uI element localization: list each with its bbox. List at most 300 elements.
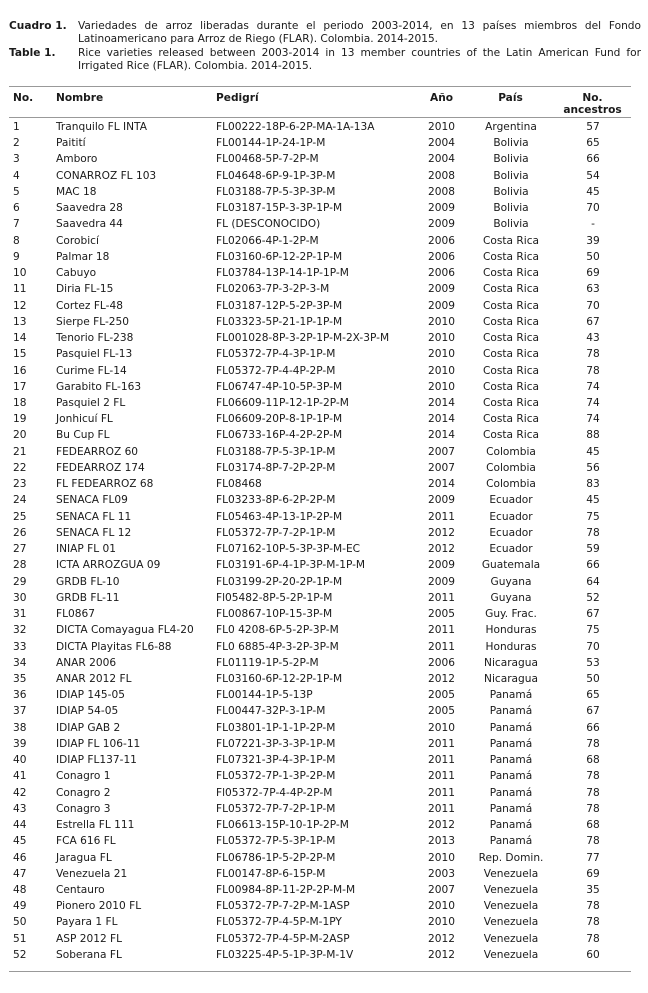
cell-pais: Bolivia [493, 218, 529, 231]
cell-pais: Costa Rica [482, 413, 540, 426]
cell-ancestros: 69 [586, 267, 600, 280]
column-header-ancestros [560, 92, 625, 116]
table-row [0, 265, 648, 281]
cell-pais: Bolivia [493, 153, 529, 166]
cell-pais: Panamá [489, 835, 533, 848]
cell-pedigri: FL05372-7P-4-5P-M-2ASP [216, 932, 350, 945]
cell-ano: 2007 [428, 884, 455, 897]
cell-ancestros: 52 [586, 591, 600, 604]
cell-ano: 2011 [428, 591, 455, 604]
cell-no: 13 [13, 315, 27, 328]
cell-pais: Nicaragua [484, 656, 538, 669]
table-row [0, 866, 648, 882]
cell-pedigri: FL05372-7P-7-2P-M-1ASP [216, 900, 350, 913]
cell-pedigri: FL05372-7P-4-5P-M-1PY [216, 916, 342, 929]
cell-nombre: Corobicí [56, 234, 99, 247]
cell-no: 16 [13, 364, 27, 377]
table-row [0, 476, 648, 492]
cell-no: 2 [13, 137, 20, 150]
cell-ano: 2009 [428, 494, 455, 507]
cell-ano: 2010 [428, 315, 455, 328]
cell-ano: 2012 [428, 932, 455, 945]
cell-pedigri: FL00147-8P-6-15P-M [216, 867, 326, 880]
cell-nombre: GRDB FL-11 [56, 591, 120, 604]
cell-ancestros: 56 [586, 461, 600, 474]
cell-nombre: Conagro 1 [56, 770, 111, 783]
cell-ancestros: 78 [586, 737, 600, 750]
cell-no: 46 [13, 851, 27, 864]
cell-ancestros: 70 [586, 299, 600, 312]
cell-pedigri: FL05372-7P-7-2P-1P-M [216, 802, 336, 815]
cell-nombre: Pasquiel FL-13 [56, 348, 133, 361]
cell-ano: 2013 [428, 835, 455, 848]
table-row [0, 509, 648, 525]
cell-ano: 2005 [428, 608, 455, 621]
cell-nombre: Saavedra 28 [56, 202, 123, 215]
cell-pedigri: FL0 6885-4P-3-2P-3P-M [216, 640, 339, 653]
table-row [0, 168, 648, 184]
cell-pais: Costa Rica [482, 283, 540, 296]
cell-no: 26 [13, 526, 27, 539]
cell-ano: 2010 [428, 121, 455, 133]
cell-pais: Costa Rica [482, 250, 540, 263]
cell-no: 3 [13, 153, 20, 166]
cell-ancestros: 68 [586, 754, 600, 767]
table-row [0, 931, 648, 947]
table-row [0, 606, 648, 622]
cell-ancestros: 78 [586, 916, 600, 929]
table-row [0, 216, 648, 232]
table-top-rule [9, 86, 631, 87]
cell-pais: Honduras [485, 624, 537, 637]
cell-pedigri: FL04648-6P-9-1P-3P-M [216, 169, 336, 182]
cell-no: 9 [13, 250, 20, 263]
cell-nombre: ASP 2012 FL [56, 932, 123, 945]
table-row [0, 346, 648, 362]
column-header-ancestros-line2: ancestros [563, 104, 622, 116]
cell-no: 7 [13, 218, 20, 231]
cell-pais: Costa Rica [482, 429, 540, 442]
cell-pais: Colombia [486, 478, 536, 491]
cell-nombre: Amboro [56, 153, 98, 166]
cell-pais: Ecuador [489, 526, 533, 539]
table-row [0, 833, 648, 849]
cell-ano: 2004 [428, 137, 455, 150]
cell-pais: Venezuela [483, 900, 539, 913]
cell-ancestros: 35 [586, 884, 600, 897]
cell-no: 11 [13, 283, 27, 296]
cell-ancestros: - [591, 218, 595, 231]
cell-ancestros: 66 [586, 153, 600, 166]
cell-nombre: Conagro 2 [56, 786, 111, 799]
table-row [0, 363, 648, 379]
cell-ano: 2011 [428, 640, 455, 653]
cell-ano: 2012 [428, 543, 455, 556]
cell-nombre: IDIAP FL137-11 [56, 754, 137, 767]
cell-ano: 2009 [428, 283, 455, 296]
column-header-ancestros-line1: No. [582, 92, 603, 104]
column-header-nombre: Nombre [56, 92, 104, 104]
cell-pedigri: FL03191-6P-4-1P-3P-M-1P-M [216, 559, 366, 572]
cell-pais: Bolivia [493, 202, 529, 215]
cell-ano: 2007 [428, 461, 455, 474]
cell-ancestros: 45 [586, 445, 600, 458]
cell-nombre: Jonhicuí FL [56, 413, 113, 426]
cell-nombre: IDIAP GAB 2 [56, 721, 121, 734]
cell-pais: Bolivia [493, 185, 529, 198]
cell-ano: 2012 [428, 526, 455, 539]
cell-ano: 2010 [428, 916, 455, 929]
table-row [0, 444, 648, 460]
table-row [0, 492, 648, 508]
cell-ancestros: 60 [586, 948, 600, 961]
cell-nombre: MAC 18 [56, 185, 97, 198]
table-row [0, 898, 648, 914]
table-row [0, 655, 648, 671]
cell-ano: 2014 [428, 478, 455, 491]
cell-no: 1 [13, 121, 20, 133]
table-row [0, 703, 648, 719]
cell-pedigri: FL06613-15P-10-1P-2P-M [216, 819, 349, 832]
cell-nombre: Palmar 18 [56, 250, 110, 263]
cell-pedigri: FL03323-5P-21-1P-1P-M [216, 315, 343, 328]
cell-no: 39 [13, 737, 27, 750]
caption-label: Table 1. [9, 47, 56, 59]
cell-ano: 2010 [428, 332, 455, 345]
cell-nombre: Jaragua FL [56, 851, 112, 864]
cell-pedigri: FL02063-7P-3-2P-3-M [216, 283, 330, 296]
cell-no: 17 [13, 380, 27, 393]
cell-ano: 2010 [428, 364, 455, 377]
cell-pais: Bolivia [493, 169, 529, 182]
cell-pais: Costa Rica [482, 396, 540, 409]
cell-ano: 2005 [428, 689, 455, 702]
cell-nombre: SENACA FL 11 [56, 510, 132, 523]
cell-no: 8 [13, 234, 20, 247]
table-row [0, 590, 648, 606]
cell-no: 25 [13, 510, 27, 523]
cell-nombre: IDIAP 54-05 [56, 705, 119, 718]
cell-nombre: Pionero 2010 FL [56, 900, 142, 913]
cell-nombre: SENACA FL09 [56, 494, 128, 507]
cell-no: 14 [13, 332, 27, 345]
cell-pais: Panamá [489, 689, 533, 702]
cell-no: 12 [13, 299, 27, 312]
cell-ano: 2011 [428, 737, 455, 750]
cell-no: 44 [13, 819, 27, 832]
cell-pais: Venezuela [483, 916, 539, 929]
cell-no: 23 [13, 478, 27, 491]
table-row [0, 914, 648, 930]
cell-ano: 2010 [428, 721, 455, 734]
table-row [0, 281, 648, 297]
cell-no: 33 [13, 640, 27, 653]
cell-pais: Guy. Frac. [485, 608, 537, 621]
cell-pedigri: FL03160-6P-12-2P-1P-M [216, 250, 343, 263]
cell-nombre: FL FEDEARROZ 68 [56, 478, 154, 491]
table-row [0, 200, 648, 216]
cell-ano: 2005 [428, 705, 455, 718]
cell-pais: Ecuador [489, 494, 533, 507]
cell-pais: Panamá [489, 754, 533, 767]
cell-ancestros: 83 [586, 478, 600, 491]
cell-ano: 2011 [428, 802, 455, 815]
cell-pais: Guyana [490, 575, 532, 588]
cell-no: 22 [13, 461, 27, 474]
cell-ancestros: 88 [586, 429, 600, 442]
cell-nombre: GRDB FL-10 [56, 575, 120, 588]
cell-pais: Costa Rica [482, 267, 540, 280]
cell-no: 52 [13, 948, 27, 961]
cell-ano: 2011 [428, 786, 455, 799]
table-body [0, 119, 648, 963]
column-header-ano: Año [430, 92, 454, 104]
cell-ancestros: 78 [586, 835, 600, 848]
cell-pedigri: FL06747-4P-10-5P-3P-M [216, 380, 343, 393]
cell-ano: 2008 [428, 185, 455, 198]
cell-no: 6 [13, 202, 20, 215]
cell-ancestros: 75 [586, 624, 600, 637]
cell-nombre: IDIAP 145-05 [56, 689, 125, 702]
cell-ancestros: 67 [586, 705, 600, 718]
cell-nombre: FCA 616 FL [56, 835, 116, 848]
cell-nombre: Paitití [56, 137, 86, 150]
cell-ancestros: 74 [586, 396, 600, 409]
table-row [0, 460, 648, 476]
table-header-rule [9, 117, 631, 118]
cell-ancestros: 78 [586, 770, 600, 783]
cell-nombre: FEDEARROZ 60 [56, 445, 139, 458]
cell-ano: 2006 [428, 656, 455, 669]
cell-ano: 2011 [428, 624, 455, 637]
cell-pais: Rep. Domin. [478, 851, 544, 864]
cell-ano: 2009 [428, 559, 455, 572]
cell-pedigri: FL07221-3P-3-3P-1P-M [216, 737, 336, 750]
table-row [0, 720, 648, 736]
cell-ano: 2011 [428, 754, 455, 767]
cell-ano: 2012 [428, 819, 455, 832]
cell-pais: Venezuela [483, 867, 539, 880]
table-row [0, 882, 648, 898]
cell-no: 21 [13, 445, 27, 458]
cell-pedigri: FL0 4208-6P-5-2P-3P-M [216, 624, 339, 637]
table-row [0, 947, 648, 963]
cell-ancestros: 45 [586, 494, 600, 507]
cell-ancestros: 74 [586, 413, 600, 426]
cell-pais: Panamá [489, 721, 533, 734]
cell-no: 20 [13, 429, 27, 442]
cell-ano: 2010 [428, 348, 455, 361]
cell-nombre: Soberana FL [56, 948, 122, 961]
cell-pais: Colombia [486, 445, 536, 458]
cell-pais: Costa Rica [482, 332, 540, 345]
cell-pais: Panamá [489, 802, 533, 815]
cell-ano: 2009 [428, 299, 455, 312]
cell-pedigri: FL00867-10P-15-3P-M [216, 608, 333, 621]
cell-pedigri: FL06609-20P-8-1P-1P-M [216, 413, 343, 426]
table-row [0, 622, 648, 638]
cell-no: 27 [13, 543, 27, 556]
table-row [0, 785, 648, 801]
caption-label: Cuadro 1. [9, 20, 67, 32]
cell-pais: Panamá [489, 819, 533, 832]
cell-pedigri: FL07321-3P-4-3P-1P-M [216, 754, 336, 767]
cell-no: 24 [13, 494, 27, 507]
cell-pedigri: FL02066-4P-1-2P-M [216, 234, 319, 247]
table-row [0, 249, 648, 265]
table-row [0, 541, 648, 557]
table-row [0, 574, 648, 590]
cell-no: 31 [13, 608, 27, 621]
cell-ano: 2009 [428, 575, 455, 588]
cell-no: 32 [13, 624, 27, 637]
cell-no: 50 [13, 916, 27, 929]
table-row [0, 411, 648, 427]
cell-ano: 2010 [428, 380, 455, 393]
cell-pedigri: FL03199-2P-20-2P-1P-M [216, 575, 343, 588]
table-row [0, 687, 648, 703]
cell-nombre: Tranquilo FL INTA [56, 121, 147, 133]
column-header-pedigri: Pedigrí [216, 92, 259, 104]
cell-ancestros: 67 [586, 608, 600, 621]
caption-text: Rice varieties released between 2003-2014 in 13 member countries of the Latin American Fund for Irrigated Rice (FLAR). Colombia. 2014-2015. [78, 47, 641, 72]
table-row [0, 850, 648, 866]
cell-pedigri: FL05463-4P-13-1P-2P-M [216, 510, 343, 523]
cell-no: 42 [13, 786, 27, 799]
table-row [0, 298, 648, 314]
cell-no: 41 [13, 770, 27, 783]
cell-ano: 2012 [428, 948, 455, 961]
cell-ano: 2003 [428, 867, 455, 880]
cell-no: 45 [13, 835, 27, 848]
cell-nombre: Venezuela 21 [56, 867, 128, 880]
cell-ancestros: 66 [586, 559, 600, 572]
cell-pais: Costa Rica [482, 348, 540, 361]
table-row [0, 151, 648, 167]
cell-no: 15 [13, 348, 27, 361]
table-row [0, 525, 648, 541]
cell-ano: 2011 [428, 510, 455, 523]
cell-nombre: Bu Cup FL [56, 429, 110, 442]
caption-text: Variedades de arroz liberadas durante el periodo 2003-2014, en 13 países miembros del Fondo Latinoamericano para Arroz de Riego (FLAR). Colombia. 2014-2015. [78, 20, 641, 45]
cell-ano: 2006 [428, 250, 455, 263]
cell-no: 35 [13, 672, 27, 685]
cell-pais: Panamá [489, 705, 533, 718]
cell-nombre: ICTA ARROZGUA 09 [56, 559, 161, 572]
cell-ancestros: 68 [586, 819, 600, 832]
cell-no: 30 [13, 591, 27, 604]
cell-ano: 2006 [428, 267, 455, 280]
cell-ancestros: 70 [586, 202, 600, 215]
table-row [0, 557, 648, 573]
table-row [0, 752, 648, 768]
cell-nombre: Estrella FL 111 [56, 819, 135, 832]
cell-nombre: ANAR 2006 [56, 656, 117, 669]
table-row [0, 427, 648, 443]
cell-ancestros: 64 [586, 575, 600, 588]
cell-no: 51 [13, 932, 27, 945]
cell-nombre: Conagro 3 [56, 802, 111, 815]
cell-ancestros: 78 [586, 786, 600, 799]
cell-ancestros: 77 [586, 851, 600, 864]
cell-ano: 2008 [428, 169, 455, 182]
cell-ancestros: 59 [586, 543, 600, 556]
column-header-no: No. [13, 92, 34, 104]
cell-nombre: Centauro [56, 884, 105, 897]
column-header-pais: País [498, 92, 523, 104]
cell-no: 28 [13, 559, 27, 572]
cell-pedigri: FL03160-6P-12-2P-1P-M [216, 672, 343, 685]
table-row [0, 395, 648, 411]
cell-nombre: ANAR 2012 FL [56, 672, 132, 685]
cell-nombre: DICTA Comayagua FL4-20 [56, 624, 194, 637]
table-row [0, 184, 648, 200]
cell-pedigri: FL07162-10P-5-3P-3P-M-EC [216, 543, 361, 556]
cell-pais: Colombia [486, 461, 536, 474]
cell-pedigri: FL00984-8P-11-2P-2P-M-M [216, 884, 356, 897]
table-row [0, 817, 648, 833]
cell-no: 37 [13, 705, 27, 718]
cell-pais: Panamá [489, 786, 533, 799]
cell-ancestros: 50 [586, 250, 600, 263]
cell-pedigri: FL05372-7P-4-3P-1P-M [216, 348, 336, 361]
cell-no: 5 [13, 185, 20, 198]
cell-ancestros: 65 [586, 137, 600, 150]
cell-pedigri: FL00222-18P-6-2P-MA-1A-13A [216, 121, 375, 133]
cell-pedigri: FL00144-1P-24-1P-M [216, 137, 326, 150]
cell-pais: Panamá [489, 737, 533, 750]
cell-no: 36 [13, 689, 27, 702]
cell-no: 19 [13, 413, 27, 426]
cell-nombre: Sierpe FL-250 [56, 315, 130, 328]
cell-pais: Costa Rica [482, 299, 540, 312]
cell-ano: 2011 [428, 770, 455, 783]
cell-pedigri: FL08468 [216, 478, 262, 491]
cell-ano: 2010 [428, 900, 455, 913]
cell-pedigri: FL00468-5P-7-2P-M [216, 153, 319, 166]
cell-pedigri: FL06786-1P-5-2P-2P-M [216, 851, 336, 864]
cell-pedigri: FL (DESCONOCIDO) [216, 218, 321, 231]
cell-pedigri: FL03188-7P-5-3P-1P-M [216, 445, 336, 458]
cell-no: 43 [13, 802, 27, 815]
cell-ano: 2014 [428, 413, 455, 426]
cell-no: 40 [13, 754, 27, 767]
cell-pedigri: FL03174-8P-7-2P-2P-M [216, 461, 336, 474]
cell-pais: Argentina [485, 121, 537, 133]
cell-nombre: FL0867 [56, 608, 95, 621]
cell-nombre: Curime FL-14 [56, 364, 127, 377]
cell-no: 48 [13, 884, 27, 897]
cell-ano: 2014 [428, 429, 455, 442]
cell-nombre: Cabuyo [56, 267, 97, 280]
cell-ano: 2014 [428, 396, 455, 409]
cell-ancestros: 39 [586, 234, 600, 247]
table-row [0, 639, 648, 655]
cell-nombre: INIAP FL 01 [56, 543, 117, 556]
cell-ano: 2012 [428, 672, 455, 685]
cell-pedigri: FL03188-7P-5-3P-3P-M [216, 185, 336, 198]
cell-pedigri: FL01119-1P-5-2P-M [216, 656, 319, 669]
table-row [0, 314, 648, 330]
cell-pedigri: Fl05372-7P-4-4P-2P-M [216, 786, 333, 799]
cell-ano: 2009 [428, 202, 455, 215]
table-row [0, 330, 648, 346]
table-row [0, 801, 648, 817]
table-row [0, 768, 648, 784]
cell-nombre: DICTA Playitas FL6-88 [56, 640, 172, 653]
cell-ancestros: 70 [586, 640, 600, 653]
cell-pedigri: FL03225-4P-5-1P-3P-M-1V [216, 948, 354, 961]
